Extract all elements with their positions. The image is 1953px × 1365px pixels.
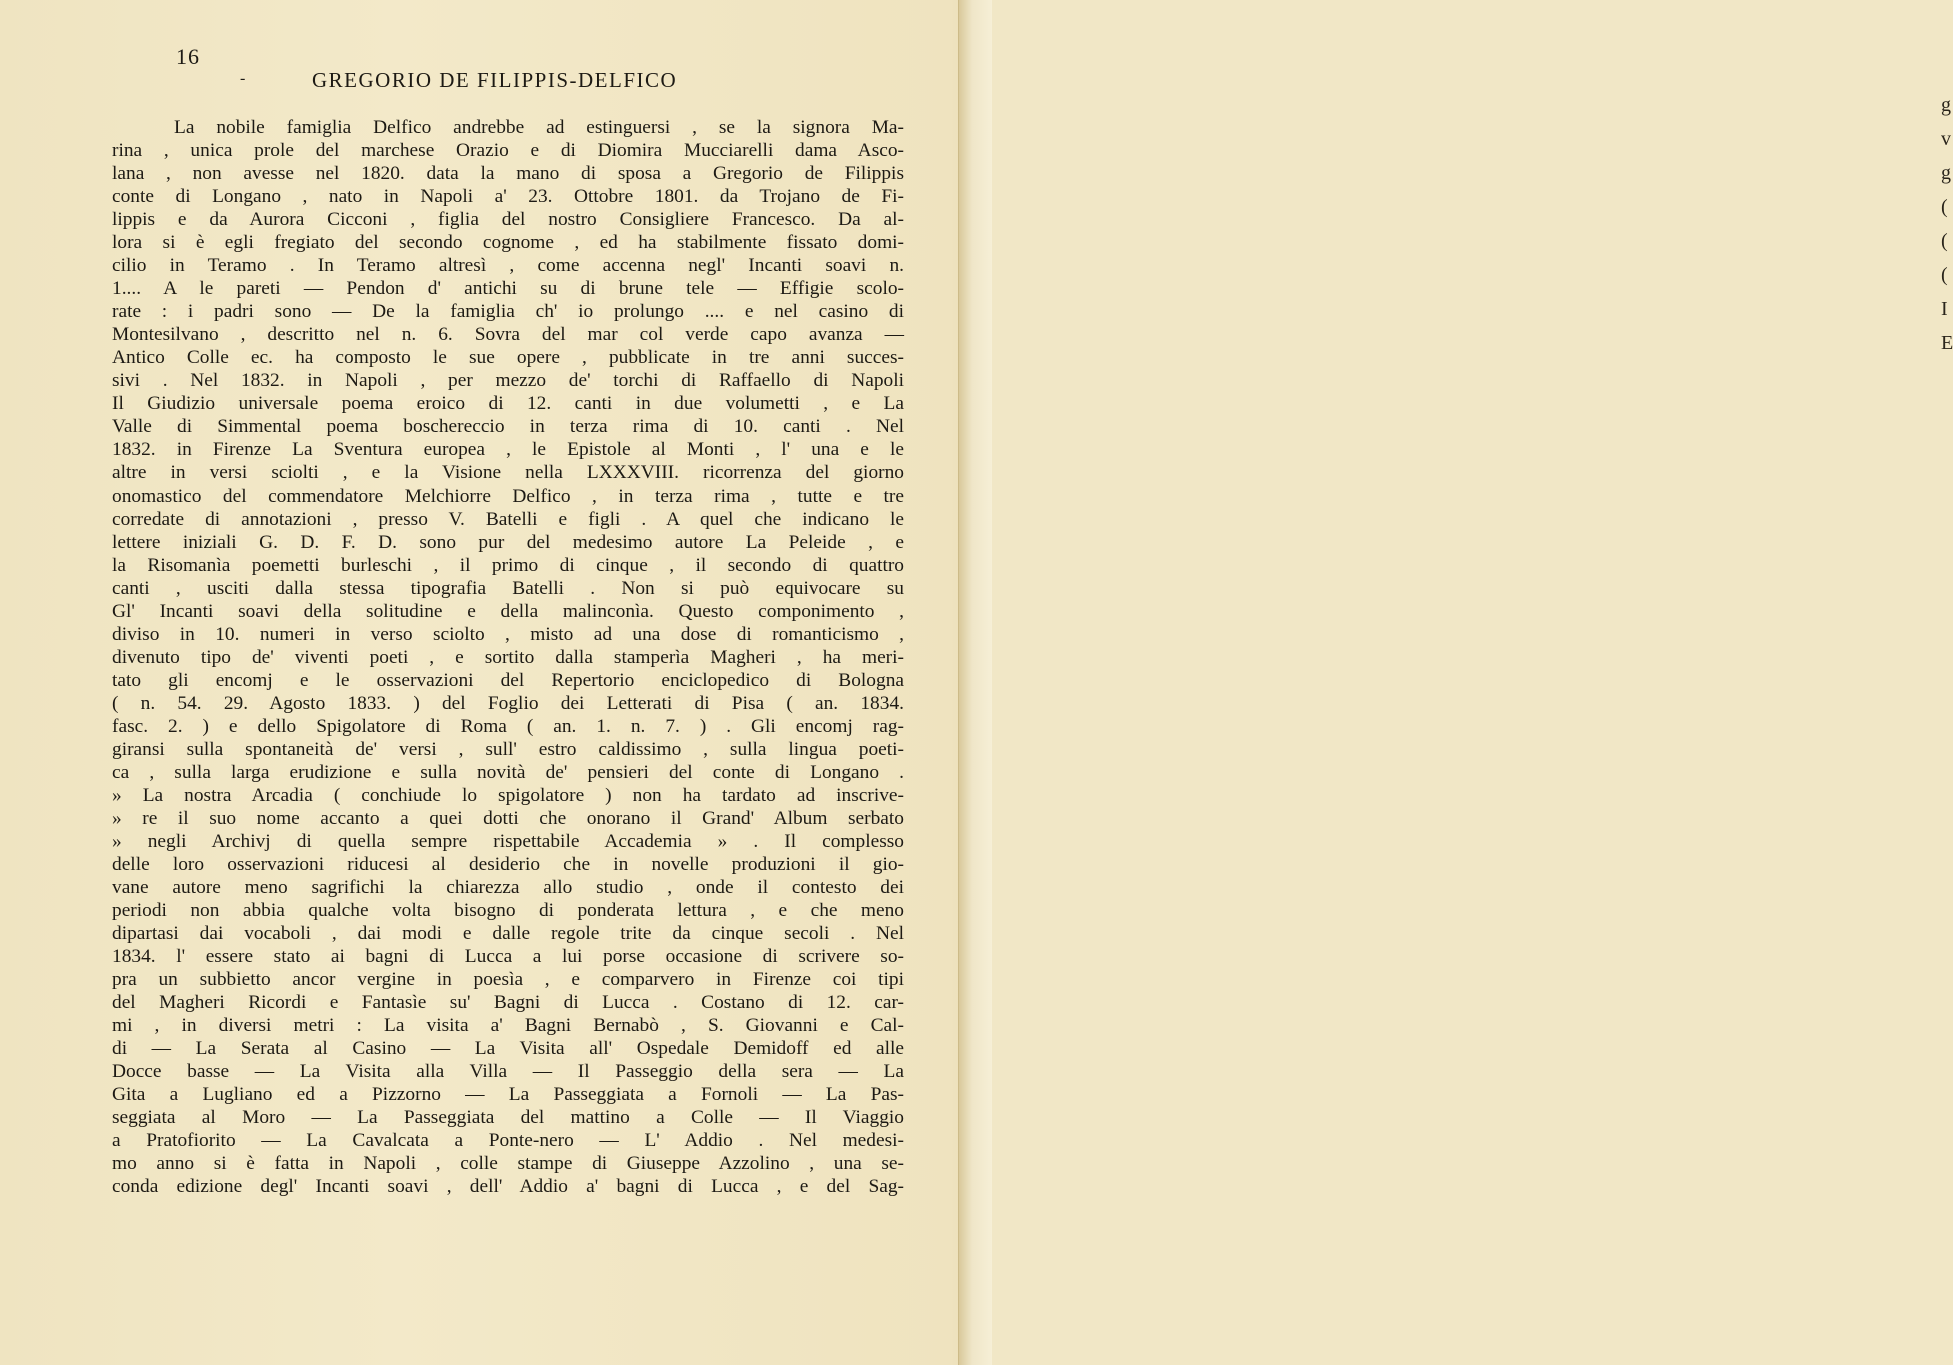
text-line: 1834. l' essere stato ai bagni di Lucca a lui porse occasione di scrivere so-: [112, 946, 904, 968]
edge-char: I: [1941, 298, 1948, 320]
text-line: giransi sulla spontaneità de' versi , sull' estro caldissimo , sulla lingua poeti-: [112, 738, 904, 760]
text-line: dipartasi dai vocaboli , dai modi e dalle regole trite da cinque secoli . Nel: [112, 923, 904, 945]
text-line: lana , non avesse nel 1820. data la mano di sposa a Gregorio de Filippis: [112, 163, 904, 185]
text-line: » negli Archivj di quella sempre rispettabile Accademia » . Il complesso: [112, 830, 904, 852]
text-line: onomastico del commendatore Melchiorre Delfico , in terza rima , tutte e tre: [112, 485, 904, 507]
text-line: ( n. 54. 29. Agosto 1833. ) del Foglio dei Letterati di Pisa ( an. 1834.: [112, 692, 904, 714]
edge-char: v: [1941, 128, 1951, 150]
text-line: diviso in 10. numeri in verso sciolto , misto ad una dose di romanticismo ,: [112, 623, 904, 645]
text-line: Docce basse — La Visita alla Villa — Il Passeggio della sera — La: [112, 1061, 904, 1083]
text-line: 1.... A le pareti — Pendon d' antichi su di brune tele — Effigie scolo-: [112, 278, 904, 300]
next-page-edge-chars: [1941, 88, 1953, 360]
text-line: delle loro osservazioni riducesi al desiderio che in novelle produzioni il gio-: [112, 854, 904, 875]
header-mark: -: [240, 70, 246, 87]
edge-char: (: [1941, 264, 1948, 286]
text-line: Il Giudizio universale poema eroico di 12. canti in due volumetti , e La: [112, 393, 904, 415]
text-line: Gl' Incanti soavi della solitudine e della malinconìa. Questo componimento ,: [112, 600, 904, 622]
text-line: rina , unica prole del marchese Orazio e di Diomira Mucciarelli dama Asco-: [112, 140, 904, 162]
text-line: pra un subbietto ancor vergine in poesìa , e comparvero in Firenze coi tipi: [112, 969, 904, 991]
edge-char: g: [1941, 94, 1951, 116]
text-line: periodi non abbia qualche volta bisogno di ponderata lettura , e che meno: [112, 900, 904, 922]
text-line: 1832. in Firenze La Sventura europea , le Epistole al Monti , l' una e le: [112, 439, 904, 461]
text-line: del Magheri Ricordi e Fantasìe su' Bagni di Lucca . Costano di 12. car-: [112, 992, 904, 1014]
text-line: lettere iniziali G. D. F. D. sono pur del medesimo autore La Peleide , e: [112, 531, 904, 553]
text-line: divenuto tipo de' viventi poeti , e sortito dalla stamperìa Magheri , ha meri-: [112, 646, 904, 668]
text-line: vane autore meno sagrifichi la chiarezza allo studio , onde il contesto dei: [112, 877, 904, 899]
text-line: la Risomanìa poemetti burleschi , il primo di cinque , il secondo di quattro: [112, 554, 904, 576]
text-line: sivi . Nel 1832. in Napoli , per mezzo de' torchi di Raffaello di Napoli: [112, 370, 904, 392]
text-line: conda edizione degl' Incanti soavi , dell' Addio a' bagni di Lucca , e del Sag-: [112, 1176, 904, 1198]
text-line: conte di Longano , nato in Napoli a' 23. Ottobre 1801. da Trojano de Fi-: [112, 186, 904, 208]
text-line: Antico Colle ec. ha composto le sue opere , pubblicate in tre anni succes-: [112, 347, 904, 369]
body-text: [112, 116, 904, 1198]
text-line: rate : i padri sono — De la famiglia ch' io prolungo .... e nel casino di: [112, 301, 904, 323]
running-head: GREGORIO DE FILIPPIS-DELFICO: [312, 68, 678, 92]
text-line: altre in versi sciolti , e la Visione nella LXXXVIII. ricorrenza del giorno: [112, 462, 904, 484]
text-line: Gita a Lugliano ed a Pizzorno — La Passeggiata a Fornoli — La Pas-: [112, 1084, 904, 1106]
text-line: » La nostra Arcadia ( conchiude lo spigolatore ) non ha tardato ad inscrive-: [112, 784, 904, 806]
text-line: seggiata al Moro — La Passeggiata del mattino a Colle — Il Viaggio: [112, 1107, 904, 1129]
text-line: Valle di Simmental poema boschereccio in terza rima di 10. canti . Nel: [112, 416, 904, 438]
edge-char: (: [1941, 196, 1948, 218]
text-line: fasc. 2. ) e dello Spigolatore di Roma ( an. 1. n. 7. ) . Gli encomj rag-: [112, 715, 904, 737]
edge-char: g: [1941, 162, 1951, 184]
edge-char: (: [1941, 230, 1948, 252]
text-line: cilio in Teramo . In Teramo altresì , come accenna negl' Incanti soavi n.: [112, 255, 904, 277]
text-line: canti , usciti dalla stessa tipografia Batelli . Non si può equivocare su: [112, 577, 904, 599]
text-line: a Pratofiorito — La Cavalcata a Ponte-nero — L' Addio . Nel medesi-: [112, 1130, 904, 1152]
text-line: » re il suo nome accanto a quei dotti che onorano il Grand' Album serbato: [112, 807, 904, 829]
text-line: Montesilvano , descritto nel n. 6. Sovra del mar col verde capo avanza —: [112, 324, 904, 346]
text-line: La nobile famiglia Delfico andrebbe ad estinguersi , se la signora Ma-: [174, 117, 904, 138]
page-number: 16: [176, 44, 200, 69]
text-line: lora si è egli fregiato del secondo cognome , ed ha stabilmente fissato domi-: [112, 232, 904, 254]
text-line: mi , in diversi metri : La visita a' Bagni Bernabò , S. Giovanni e Cal-: [112, 1015, 904, 1037]
edge-char: E: [1941, 332, 1953, 354]
text-line: di — La Serata al Casino — La Visita all' Ospedale Demidoff ed alle: [112, 1038, 904, 1060]
text-line: corredate di annotazioni , presso V. Batelli e figli . A quel che indicano le: [112, 508, 904, 530]
text-line: lippis e da Aurora Cicconi , figlia del nostro Consigliere Francesco. Da al-: [112, 209, 904, 231]
text-line: ca , sulla larga erudizione e sulla novità de' pensieri del conte di Longano .: [112, 761, 904, 783]
text-line: mo anno si è fatta in Napoli , colle stampe di Giuseppe Azzolino , una se-: [112, 1153, 904, 1175]
next-page-edge: [958, 0, 1953, 1365]
text-line: tato gli encomj e le osservazioni del Repertorio enciclopedico di Bologna: [112, 669, 904, 691]
